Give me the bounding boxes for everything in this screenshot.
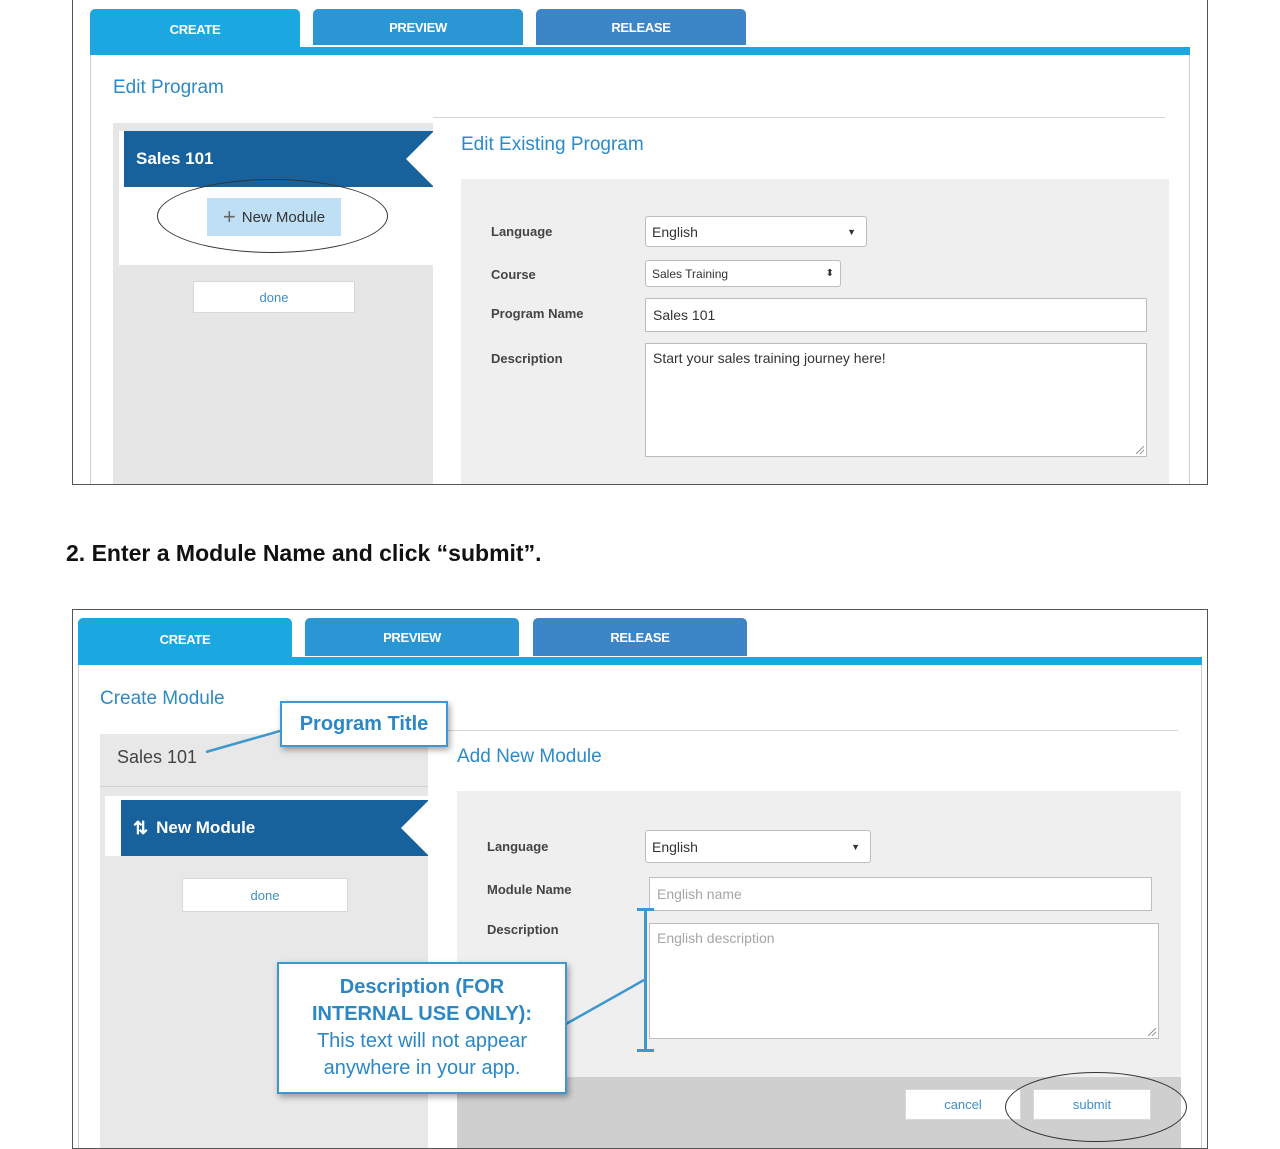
screenshot-panel-create-module xyxy=(72,609,1208,1149)
description-textarea[interactable] xyxy=(645,343,1147,457)
course-label: Course xyxy=(491,267,536,282)
instruction-step-2: 2. Enter a Module Name and click “submit”. xyxy=(66,540,542,566)
sidebar-item-new-module[interactable] xyxy=(121,800,428,856)
callout-description-body: This text will not appear anywhere in your app. xyxy=(316,1030,528,1079)
sidebar-item-label: Sales 101 xyxy=(136,149,214,168)
language-select-value: English xyxy=(652,838,698,855)
sidebar-item-program[interactable] xyxy=(124,131,433,187)
resize-grip-icon[interactable] xyxy=(1148,1028,1156,1036)
program-title: Sales 101 xyxy=(117,747,198,767)
tab-strip xyxy=(78,657,1202,665)
callout-description-title: Description (FOR INTERNAL USE ONLY): xyxy=(311,976,533,1025)
description-label: Description xyxy=(491,351,563,366)
page-title: Edit Program xyxy=(113,77,224,98)
form-heading: Add New Module xyxy=(457,746,602,767)
ibeam-top xyxy=(637,908,654,911)
resize-grip-icon[interactable] xyxy=(1136,446,1144,454)
sidebar-divider xyxy=(100,786,428,787)
callout-program-title xyxy=(280,701,448,747)
description-textarea[interactable] xyxy=(649,923,1159,1039)
sidebar-item-notch xyxy=(401,800,429,856)
done-button[interactable]: done xyxy=(193,281,355,313)
tab-preview[interactable]: PREVIEW xyxy=(305,618,519,656)
ibeam-bottom xyxy=(637,1049,654,1052)
cancel-button[interactable]: cancel xyxy=(905,1089,1021,1120)
form-heading: Edit Existing Program xyxy=(461,134,644,155)
chevron-down-icon: ▼ xyxy=(847,226,856,237)
callout-program-title-text: Program Title xyxy=(299,712,429,735)
done-button[interactable]: done xyxy=(182,878,348,912)
course-select-value: Sales Training xyxy=(652,266,729,281)
program-name-label: Program Name xyxy=(491,306,584,321)
updown-arrows-icon: ⬍ xyxy=(825,268,834,279)
course-select[interactable] xyxy=(645,260,841,287)
page-title: Create Module xyxy=(100,688,225,709)
tab-preview[interactable]: PREVIEW xyxy=(313,9,523,45)
submit-button[interactable]: submit xyxy=(1033,1089,1151,1120)
tab-create[interactable]: CREATE xyxy=(90,9,300,49)
description-label: Description xyxy=(487,922,559,937)
divider xyxy=(433,117,1165,118)
sidebar-item-label: New Module xyxy=(156,818,256,837)
program-name-input[interactable] xyxy=(645,298,1147,332)
sidebar-item-notch xyxy=(406,131,434,187)
screenshot-panel-edit-program xyxy=(72,0,1208,485)
new-module-button[interactable] xyxy=(207,198,341,236)
ibeam-marker xyxy=(644,908,647,1052)
language-select-value: English xyxy=(652,223,698,240)
language-select[interactable] xyxy=(645,830,871,863)
language-select[interactable] xyxy=(645,216,867,247)
tab-release[interactable]: RELEASE xyxy=(536,9,746,45)
sort-arrows-icon: ⇅ xyxy=(133,817,149,838)
callout-description xyxy=(277,962,567,1094)
divider xyxy=(428,730,1178,731)
plus-icon: + xyxy=(222,204,236,229)
language-label: Language xyxy=(487,839,549,854)
new-module-label: New Module xyxy=(241,208,326,226)
tab-release[interactable]: RELEASE xyxy=(533,618,747,656)
tab-strip xyxy=(90,47,1190,55)
chevron-down-icon: ▼ xyxy=(851,841,860,852)
module-name-label: Module Name xyxy=(487,882,572,897)
language-label: Language xyxy=(491,224,553,239)
module-name-input[interactable] xyxy=(649,877,1152,911)
tab-create[interactable]: CREATE xyxy=(78,618,292,660)
